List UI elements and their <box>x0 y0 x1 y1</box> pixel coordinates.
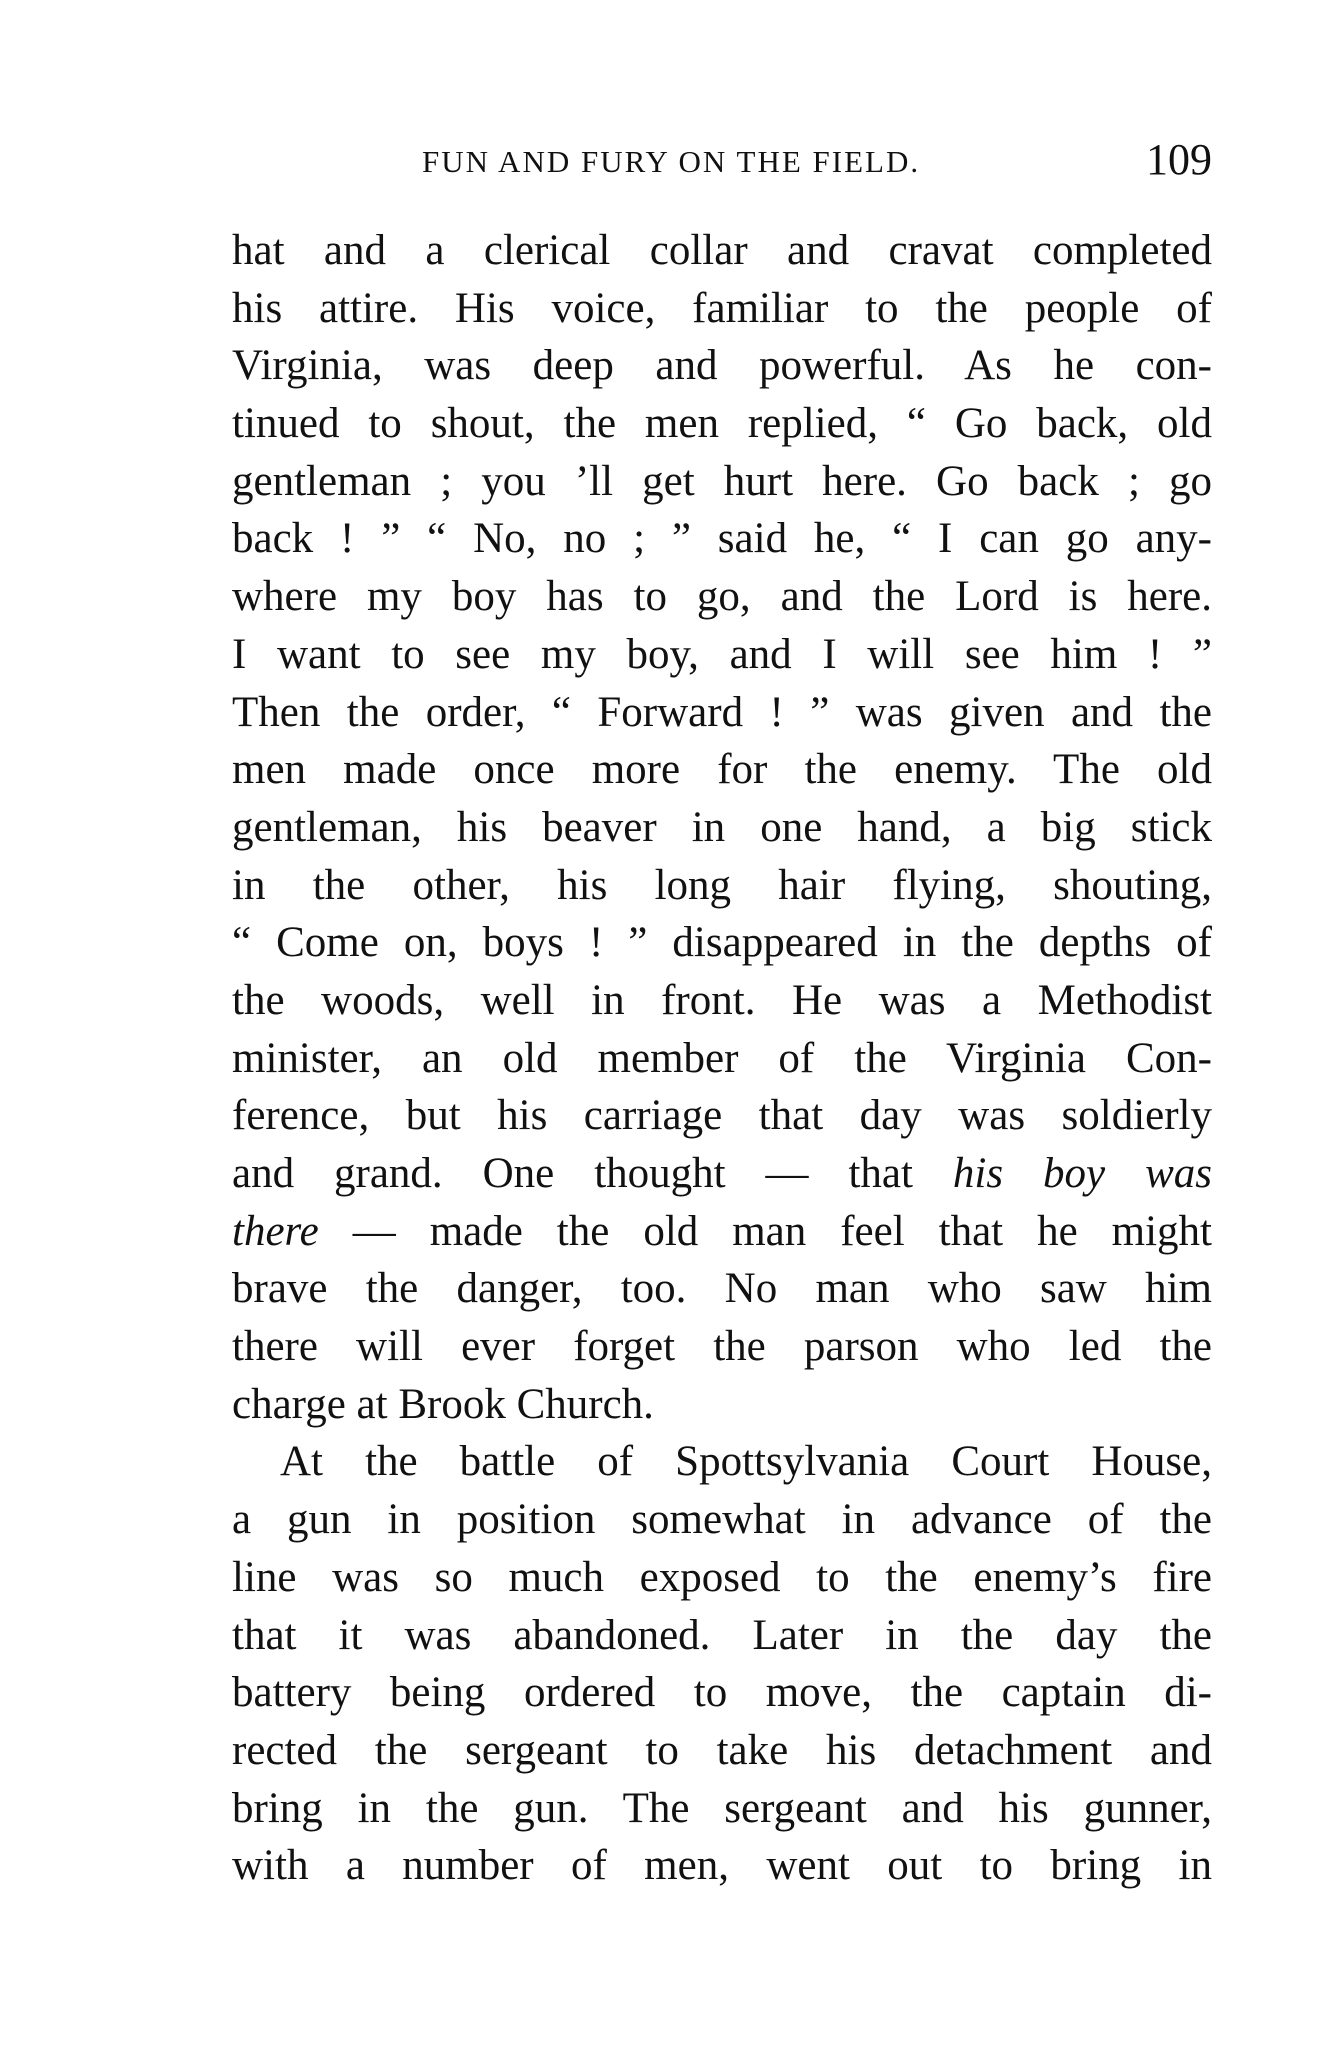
text-fragment: — made the old man feel that he might <box>352 1207 1212 1255</box>
text-line: gentleman, his beaver in one hand, a big stick <box>232 803 1212 851</box>
text-line: bring in the gun. The sergeant and his gunner, <box>232 1784 1212 1832</box>
text-line: gentleman ; you ’ll get hurt here. Go back ; go <box>232 457 1212 505</box>
text-line: that it was abandoned. Later in the day the <box>232 1611 1212 1659</box>
text-line: men made once more for the enemy. The old <box>232 746 1212 794</box>
italic-emphasis: his boy was <box>952 1150 1212 1197</box>
page-number: 109 <box>1146 135 1212 184</box>
text-line: where my boy has to go, and the Lord is here. <box>232 573 1212 621</box>
text-line: I want to see my boy, and I will see him ! ” <box>232 630 1212 678</box>
text-line <box>232 1203 1212 1261</box>
text-line <box>232 1145 1212 1203</box>
text-fragment: and grand. One thought — that <box>232 1150 913 1197</box>
text-line: there will ever forget the parson who led the <box>232 1323 1212 1371</box>
text-line: with a number of men, went out to bring in <box>232 1842 1212 1890</box>
text-line: rected the sergeant to take his detachment and <box>232 1726 1212 1774</box>
page-header <box>232 134 1212 194</box>
text-line: the woods, well in front. He was a Methodist <box>232 976 1212 1024</box>
body-text <box>232 222 1212 1895</box>
text-line: in the other, his long hair flying, shouting, <box>232 861 1212 909</box>
text-line: his attire. His voice, familiar to the people of <box>232 284 1212 332</box>
text-line: hat and a clerical collar and cravat completed <box>232 227 1212 274</box>
text-line: minister, an old member of the Virginia Con- <box>232 1034 1212 1082</box>
text-line: line was so much exposed to the enemy’s fire <box>232 1553 1212 1601</box>
text-line: ference, but his carriage that day was soldierly <box>232 1092 1212 1140</box>
text-line: brave the danger, too. No man who saw him <box>232 1265 1212 1313</box>
text-line: Then the order, “ Forward ! ” was given and the <box>232 688 1212 736</box>
text-line: Virginia, was deep and powerful. As he con- <box>232 342 1212 390</box>
text-line: charge at Brook Church. <box>232 1380 654 1428</box>
text-line: tinued to shout, the men replied, “ Go back, old <box>232 400 1212 448</box>
text-line: “ Come on, boys ! ” disappeared in the depths of <box>232 919 1212 967</box>
running-title: FUN AND FURY ON THE FIELD. <box>422 144 921 179</box>
italic-emphasis: there <box>232 1207 319 1255</box>
text-line: battery being ordered to move, the captain di- <box>232 1669 1212 1717</box>
text-line: a gun in position somewhat in advance of the <box>232 1496 1212 1544</box>
paragraph-first-line: At the battle of Spottsylvania Court House, <box>280 1438 1212 1486</box>
text-line: back ! ” “ No, no ; ” said he, “ I can go any- <box>232 515 1212 563</box>
